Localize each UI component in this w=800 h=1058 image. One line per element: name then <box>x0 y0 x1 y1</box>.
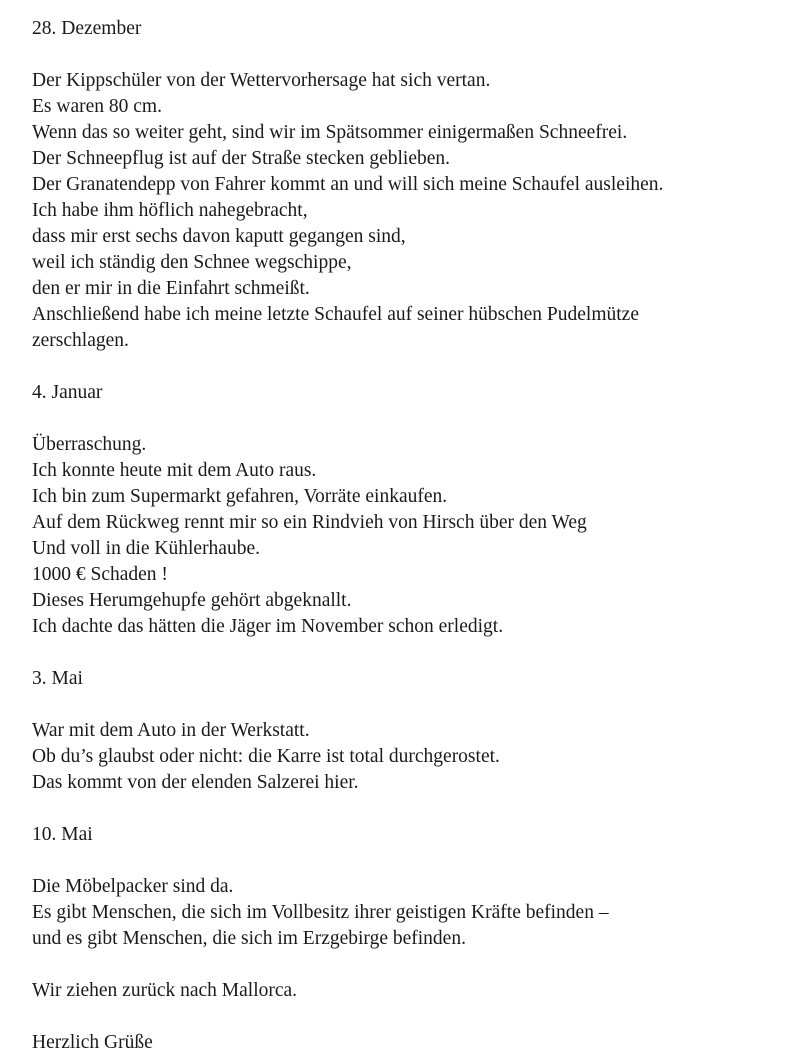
entry-line: Der Granatendepp von Fahrer kommt an und will sich meine Schaufel ausleihen. <box>32 174 664 195</box>
entry-line: Dieses Herumgehupfe gehört abgeknallt. <box>32 590 352 611</box>
spacer <box>32 848 792 874</box>
entry-line: Ich dachte das hätten die Jäger im November schon erledigt. <box>32 616 504 637</box>
entry-date: 10. Mai <box>32 824 93 845</box>
entry-line: Ich konnte heute mit dem Auto raus. <box>32 460 317 481</box>
entry-line: dass mir erst sechs davon kaputt gegangen sind, <box>32 226 406 247</box>
entry-line: 1000 € Schaden ! <box>32 564 168 585</box>
spacer <box>32 354 792 380</box>
entry-line: zerschlagen. <box>32 330 129 351</box>
entry-line: War mit dem Auto in der Werkstatt. <box>32 720 310 741</box>
diary-entry <box>32 380 792 640</box>
closing-statement: Wir ziehen zurück nach Mallorca. <box>32 980 298 1001</box>
diary-entry <box>32 666 792 796</box>
spacer <box>32 692 792 718</box>
spacer <box>32 1004 792 1030</box>
entry-line: Es gibt Menschen, die sich im Vollbesitz ihrer geistigen Kräfte befinden – <box>32 902 609 923</box>
entry-line: Überraschung. <box>32 434 147 455</box>
entry-line: den er mir in die Einfahrt schmeißt. <box>32 278 310 299</box>
entry-line: Der Kippschüler von der Wettervorhersage hat sich vertan. <box>32 70 491 91</box>
entry-line: und es gibt Menschen, die sich im Erzgebirge befinden. <box>32 928 466 949</box>
entry-line: Die Möbelpacker sind da. <box>32 876 234 897</box>
entry-line: Wenn das so weiter geht, sind wir im Spätsommer einigermaßen Schneefrei. <box>32 122 628 143</box>
entry-line: Ob du’s glaubst oder nicht: die Karre ist total durchgerostet. <box>32 746 500 767</box>
entry-date: 3. Mai <box>32 668 83 689</box>
entry-line: Der Schneepflug ist auf der Straße stecken geblieben. <box>32 148 451 169</box>
spacer <box>32 640 792 666</box>
entry-line: Und voll in die Kühlerhaube. <box>32 538 260 559</box>
entry-line: Das kommt von der elenden Salzerei hier. <box>32 772 359 793</box>
spacer <box>32 406 792 432</box>
entry-line: weil ich ständig den Schnee wegschippe, <box>32 252 352 273</box>
spacer <box>32 796 792 822</box>
entry-line: Ich habe ihm höflich nahegebracht, <box>32 200 308 221</box>
signoff: Herzlich Grüße <box>32 1032 153 1053</box>
entry-line: Es waren 80 cm. <box>32 96 162 117</box>
entry-line: Auf dem Rückweg rennt mir so ein Rindvieh von Hirsch über den Weg <box>32 512 587 533</box>
entry-line: Ich bin zum Supermarkt gefahren, Vorräte einkaufen. <box>32 486 448 507</box>
entry-date: 28. Dezember <box>32 18 142 39</box>
entry-line: Anschließend habe ich meine letzte Schaufel auf seiner hübschen Pudelmütze <box>32 304 639 325</box>
spacer <box>32 42 792 68</box>
entry-date: 4. Januar <box>32 382 103 403</box>
document-body <box>32 16 792 1056</box>
diary-entry <box>32 16 792 354</box>
spacer <box>32 952 792 978</box>
diary-entry <box>32 822 792 952</box>
